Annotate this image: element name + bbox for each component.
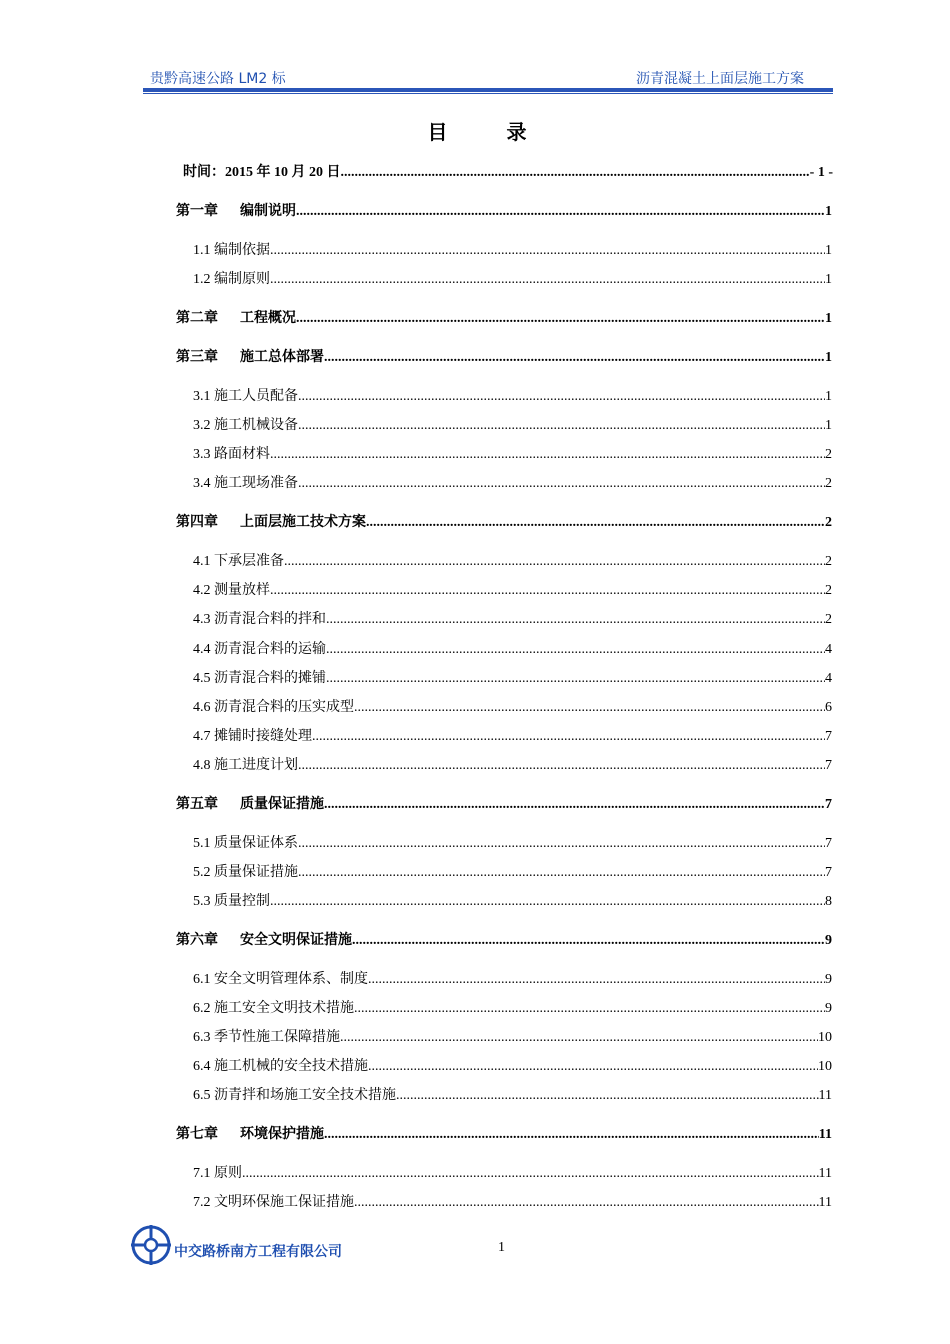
toc-dot-leader bbox=[354, 1194, 819, 1212]
toc-chapter-entry[interactable] bbox=[176, 514, 832, 532]
toc-entry-label: 1.2 编制原则 bbox=[193, 272, 270, 287]
toc-chapter-number: 第五章 bbox=[176, 797, 218, 812]
toc-entry-label: 编制说明 bbox=[240, 204, 296, 219]
header-divider-thin bbox=[143, 93, 833, 94]
toc-section-entry[interactable] bbox=[193, 1194, 832, 1212]
toc-chapter-entry[interactable] bbox=[176, 1126, 832, 1144]
toc-chapter-number: 第七章 bbox=[176, 1127, 218, 1142]
toc-entry-label: 4.4 沥青混合料的运输 bbox=[193, 642, 326, 657]
toc-section-entry[interactable] bbox=[193, 1000, 832, 1018]
toc-entry-label: 6.4 施工机械的安全技术措施 bbox=[193, 1059, 368, 1074]
toc-page-number: 2 bbox=[825, 447, 832, 462]
toc-entry-label: 环境保护措施 bbox=[240, 1127, 324, 1142]
toc-page-number: 11 bbox=[818, 1195, 832, 1210]
toc-page-number: 1 bbox=[825, 204, 832, 219]
toc-entry-label: 4.3 沥青混合料的拌和 bbox=[193, 612, 326, 627]
toc-section-entry[interactable] bbox=[193, 641, 832, 659]
toc-section-entry[interactable] bbox=[193, 242, 832, 260]
toc-entry-label: 1.1 编制依据 bbox=[193, 243, 270, 258]
toc-chapter-entry[interactable] bbox=[176, 349, 832, 367]
toc-dot-leader bbox=[396, 1087, 819, 1105]
toc-page-number: 7 bbox=[825, 729, 832, 744]
toc-dot-leader bbox=[298, 864, 825, 882]
toc-dot-leader bbox=[352, 932, 825, 950]
toc-page-number: 11 bbox=[818, 1088, 832, 1103]
toc-entry-label: 7.2 文明环保施工保证措施 bbox=[193, 1195, 354, 1210]
toc-section-entry[interactable] bbox=[193, 971, 832, 989]
toc-section-entry[interactable] bbox=[193, 670, 832, 688]
toc-dot-leader bbox=[270, 893, 825, 911]
toc-entry-label: 时间：2015 年 10 月 20 日 bbox=[183, 165, 341, 180]
toc-section-entry[interactable] bbox=[193, 582, 832, 600]
toc-page-number: 2 bbox=[825, 476, 832, 491]
toc-page-number: 9 bbox=[825, 933, 832, 948]
toc-page-number: 6 bbox=[825, 700, 832, 715]
toc-section-entry[interactable] bbox=[193, 611, 832, 629]
toc-dot-leader bbox=[354, 699, 825, 717]
toc-page-number: 1 bbox=[825, 243, 832, 258]
toc-page-number: 10 bbox=[818, 1030, 832, 1045]
toc-entry-label: 5.1 质量保证体系 bbox=[193, 836, 298, 851]
toc-section-entry[interactable] bbox=[193, 417, 832, 435]
toc-entry-label: 3.1 施工人员配备 bbox=[193, 389, 298, 404]
toc-date-entry[interactable] bbox=[183, 164, 833, 182]
toc-entry-label: 工程概况 bbox=[240, 311, 296, 326]
toc-page-number: 2 bbox=[825, 583, 832, 598]
toc-section-entry[interactable] bbox=[193, 446, 832, 464]
toc-entry-label: 4.7 摊铺时接缝处理 bbox=[193, 729, 312, 744]
toc-page-number: 1 bbox=[825, 350, 832, 365]
toc-dot-leader bbox=[354, 1000, 825, 1018]
toc-section-entry[interactable] bbox=[193, 864, 832, 882]
toc-entry-label: 安全文明保证措施 bbox=[240, 933, 352, 948]
toc-chapter-number: 第一章 bbox=[176, 204, 218, 219]
toc-section-entry[interactable] bbox=[193, 699, 832, 717]
toc-entry-label: 3.2 施工机械设备 bbox=[193, 418, 298, 433]
toc-dot-leader bbox=[324, 796, 825, 814]
footer-company-name: 中交路桥南方工程有限公司 bbox=[174, 1244, 342, 1260]
toc-page-number: 1 bbox=[825, 311, 832, 326]
toc-dot-leader bbox=[298, 388, 825, 406]
toc-page-number: 10 bbox=[818, 1059, 832, 1074]
toc-dot-leader bbox=[324, 1126, 819, 1144]
toc-page-number: 8 bbox=[825, 894, 832, 909]
toc-dot-leader bbox=[298, 835, 825, 853]
toc-dot-leader bbox=[326, 670, 825, 688]
toc-dot-leader bbox=[326, 611, 825, 629]
toc-dot-leader bbox=[341, 164, 810, 182]
toc-page-number: 1 bbox=[825, 389, 832, 404]
header-divider bbox=[143, 88, 833, 92]
toc-dot-leader bbox=[270, 242, 825, 260]
toc-entry-label: 4.5 沥青混合料的摊铺 bbox=[193, 671, 326, 686]
toc-page-number: 7 bbox=[825, 865, 832, 880]
toc-entry-label: 6.5 沥青拌和场施工安全技术措施 bbox=[193, 1088, 396, 1103]
toc-chapter-entry[interactable] bbox=[176, 310, 832, 328]
toc-page-number: 2 bbox=[825, 554, 832, 569]
toc-section-entry[interactable] bbox=[193, 1087, 832, 1105]
header-document-title: 沥青混凝土上面层施工方案 bbox=[636, 71, 804, 87]
footer-page-number: 1 bbox=[498, 1240, 505, 1255]
toc-section-entry[interactable] bbox=[193, 835, 832, 853]
toc-entry-label: 质量保证措施 bbox=[240, 797, 324, 812]
toc-section-entry[interactable] bbox=[193, 475, 832, 493]
company-logo-icon bbox=[130, 1224, 172, 1266]
toc-section-entry[interactable] bbox=[193, 271, 832, 289]
toc-chapter-entry[interactable] bbox=[176, 796, 832, 814]
toc-dot-leader bbox=[296, 203, 825, 221]
toc-chapter-number: 第四章 bbox=[176, 515, 218, 530]
toc-section-entry[interactable] bbox=[193, 1058, 832, 1076]
toc-entry-label: 4.8 施工进度计划 bbox=[193, 758, 298, 773]
toc-page-number: 1 bbox=[825, 418, 832, 433]
toc-dot-leader bbox=[284, 553, 825, 571]
toc-dot-leader bbox=[270, 271, 825, 289]
toc-entry-label: 3.4 施工现场准备 bbox=[193, 476, 298, 491]
toc-title: 目 录 bbox=[427, 120, 553, 144]
toc-entry-label: 7.1 原则 bbox=[193, 1166, 242, 1181]
toc-dot-leader bbox=[368, 1058, 818, 1076]
toc-entry-label: 6.2 施工安全文明技术措施 bbox=[193, 1001, 354, 1016]
toc-dot-leader bbox=[326, 641, 825, 659]
toc-entry-label: 6.1 安全文明管理体系、制度 bbox=[193, 972, 368, 987]
toc-dot-leader bbox=[296, 310, 825, 328]
toc-entry-label: 施工总体部署 bbox=[240, 350, 324, 365]
toc-page-number: 11 bbox=[818, 1127, 832, 1142]
toc-entry-label: 4.1 下承层准备 bbox=[193, 554, 284, 569]
toc-entry-label: 6.3 季节性施工保障措施 bbox=[193, 1030, 340, 1045]
toc-page-number: 2 bbox=[825, 515, 832, 530]
toc-dot-leader bbox=[298, 475, 825, 493]
toc-chapter-entry[interactable] bbox=[176, 932, 832, 950]
toc-page-number: 7 bbox=[825, 758, 832, 773]
toc-dot-leader bbox=[324, 349, 825, 367]
toc-dot-leader bbox=[298, 757, 825, 775]
toc-page-number: 11 bbox=[818, 1166, 832, 1181]
toc-page-number: - 1 - bbox=[809, 165, 833, 180]
toc-section-entry[interactable] bbox=[193, 757, 832, 775]
toc-page-number: 7 bbox=[825, 797, 832, 812]
toc-page-number: 4 bbox=[825, 642, 832, 657]
toc-page-number: 9 bbox=[825, 972, 832, 987]
toc-dot-leader bbox=[368, 971, 825, 989]
toc-entry-label: 5.3 质量控制 bbox=[193, 894, 270, 909]
toc-page-number: 1 bbox=[825, 272, 832, 287]
toc-entry-label: 3.3 路面材料 bbox=[193, 447, 270, 462]
toc-dot-leader bbox=[366, 514, 825, 532]
toc-section-entry[interactable] bbox=[193, 1029, 832, 1047]
toc-page-number: 9 bbox=[825, 1001, 832, 1016]
toc-dot-leader bbox=[312, 728, 825, 746]
toc-dot-leader bbox=[270, 446, 825, 464]
toc-section-entry[interactable] bbox=[193, 728, 832, 746]
header-project-name: 贵黔高速公路 LM2 标 bbox=[150, 71, 286, 87]
toc-entry-label: 5.2 质量保证措施 bbox=[193, 865, 298, 880]
toc-chapter-number: 第二章 bbox=[176, 311, 218, 326]
toc-entry-label: 上面层施工技术方案 bbox=[240, 515, 366, 530]
toc-section-entry[interactable] bbox=[193, 893, 832, 911]
toc-page-number: 7 bbox=[825, 836, 832, 851]
toc-chapter-number: 第三章 bbox=[176, 350, 218, 365]
toc-dot-leader bbox=[270, 582, 825, 600]
toc-section-entry[interactable] bbox=[193, 553, 832, 571]
toc-page-number: 4 bbox=[825, 671, 832, 686]
toc-chapter-number: 第六章 bbox=[176, 933, 218, 948]
toc-section-entry[interactable] bbox=[193, 388, 832, 406]
toc-dot-leader bbox=[340, 1029, 818, 1047]
toc-entry-label: 4.2 测量放样 bbox=[193, 583, 270, 598]
toc-section-entry[interactable] bbox=[193, 1165, 832, 1183]
toc-dot-leader bbox=[242, 1165, 819, 1183]
toc-chapter-entry[interactable] bbox=[176, 203, 832, 221]
toc-page-number: 2 bbox=[825, 612, 832, 627]
toc-dot-leader bbox=[298, 417, 825, 435]
toc-entry-label: 4.6 沥青混合料的压实成型 bbox=[193, 700, 354, 715]
